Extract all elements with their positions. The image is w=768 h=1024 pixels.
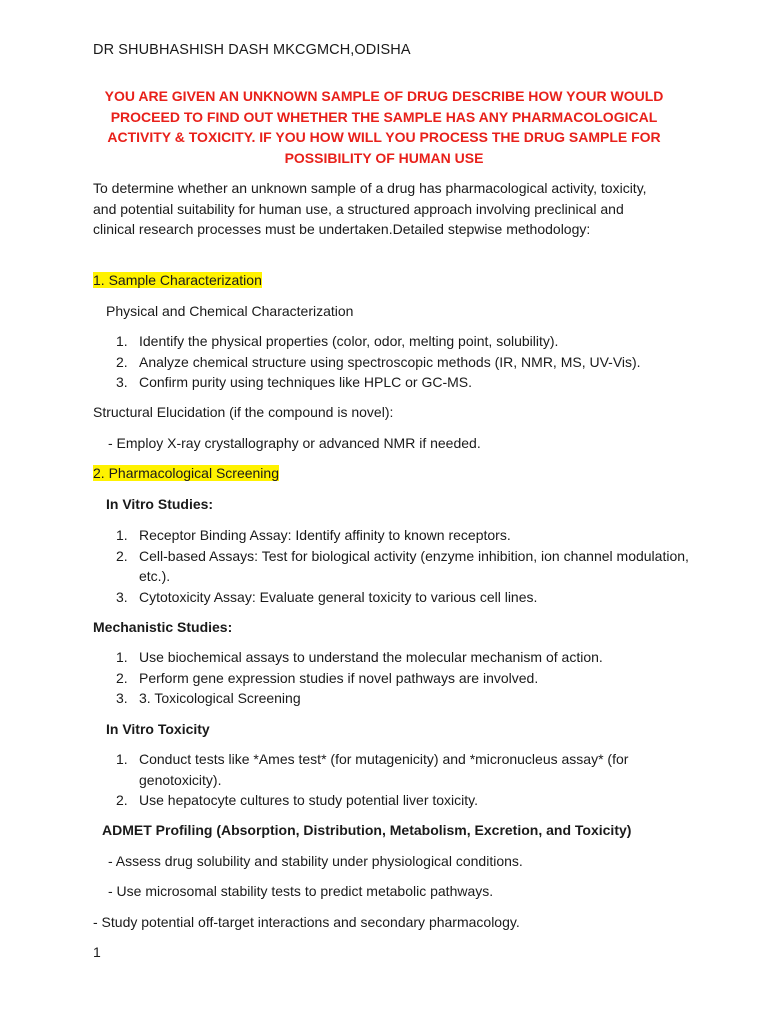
- list-item: 1. Use biochemical assays to understand the molecular mechanism of action.: [116, 649, 603, 665]
- characterization-list: [110, 331, 690, 393]
- list-item: 1. Identify the physical properties (color, odor, melting point, solubility).: [116, 333, 559, 349]
- subheading-invitro: In Vitro Studies:: [106, 496, 214, 512]
- section-heading-1-text: 1. Sample Characterization: [93, 272, 262, 288]
- list-item: 1. Receptor Binding Assay: Identify affinity to known receptors.: [116, 527, 511, 543]
- subheading-invitro-toxicity: In Vitro Toxicity: [106, 721, 210, 737]
- list-item: 3. 3. Toxicological Screening: [116, 690, 301, 706]
- toxicity-list: [110, 749, 690, 811]
- list-item: 3. Confirm purity using techniques like HPLC or GC-MS.: [116, 374, 473, 390]
- subheading-mechanistic: Mechanistic Studies:: [93, 619, 233, 635]
- page-number: 1: [93, 944, 101, 960]
- admet-item: - Assess drug solubility and stability under physiological conditions.: [108, 853, 523, 869]
- list-item: 2. Use hepatocyte cultures to study potential liver toxicity.: [116, 792, 479, 808]
- offtarget-item: - Study potential off-target interactions and secondary pharmacology.: [93, 914, 520, 930]
- structural-item: - Employ X-ray crystallography or advanced NMR if needed.: [108, 435, 481, 451]
- list-item: 2. Cell-based Assays: Test for biological activity (enzyme inhibition, ion channel modulation, etc.).: [116, 547, 689, 584]
- mechanistic-list: [110, 647, 690, 709]
- intro-paragraph: To determine whether an unknown sample of a drug has pharmacological activity, toxicity, and potential suitability for human use, a structured approach involving preclinical and clinical research processes must be undertaken.Detailed stepwise methodology:: [93, 180, 647, 237]
- subheading-characterization: Physical and Chemical Characterization: [106, 303, 354, 319]
- structural-elucidation: Structural Elucidation (if the compound is novel):: [93, 404, 394, 420]
- subheading-admet: ADMET Profiling (Absorption, Distribution, Metabolism, Excretion, and Toxicity): [102, 822, 632, 838]
- list-item: 3. Cytotoxicity Assay: Evaluate general toxicity to various cell lines.: [116, 588, 538, 605]
- list-item: 2. Perform gene expression studies if novel pathways are involved.: [116, 669, 539, 686]
- list-item: 1. Conduct tests like *Ames test* (for mutagenicity) and *micronucleus assay* (for genotoxicity).: [116, 751, 629, 788]
- question-title: YOU ARE GIVEN AN UNKNOWN SAMPLE OF DRUG DESCRIBE HOW YOUR WOULD PROCEED TO FIND OUT WHETHER THE SAMPLE HAS ANY PHARMACOLOGICAL ACTIVITY & TOXICITY. IF YOU HOW WILL YOU PROCESS THE DRUG SAMPLE FOR POSSIBILITY OF HUMAN USE: [104, 88, 664, 166]
- list-item: 2. Analyze chemical structure using spectroscopic methods (IR, NMR, MS, UV-Vis).: [116, 353, 641, 370]
- invitro-list: [110, 525, 690, 607]
- section-heading-2-text: 2. Pharmacological Screening: [93, 465, 279, 481]
- section-heading-1: [93, 270, 262, 291]
- admet-item: - Use microsomal stability tests to predict metabolic pathways.: [108, 883, 494, 899]
- section-heading-2: [93, 463, 279, 484]
- document-header: DR SHUBHASHISH DASH MKCGMCH,ODISHA: [93, 42, 411, 58]
